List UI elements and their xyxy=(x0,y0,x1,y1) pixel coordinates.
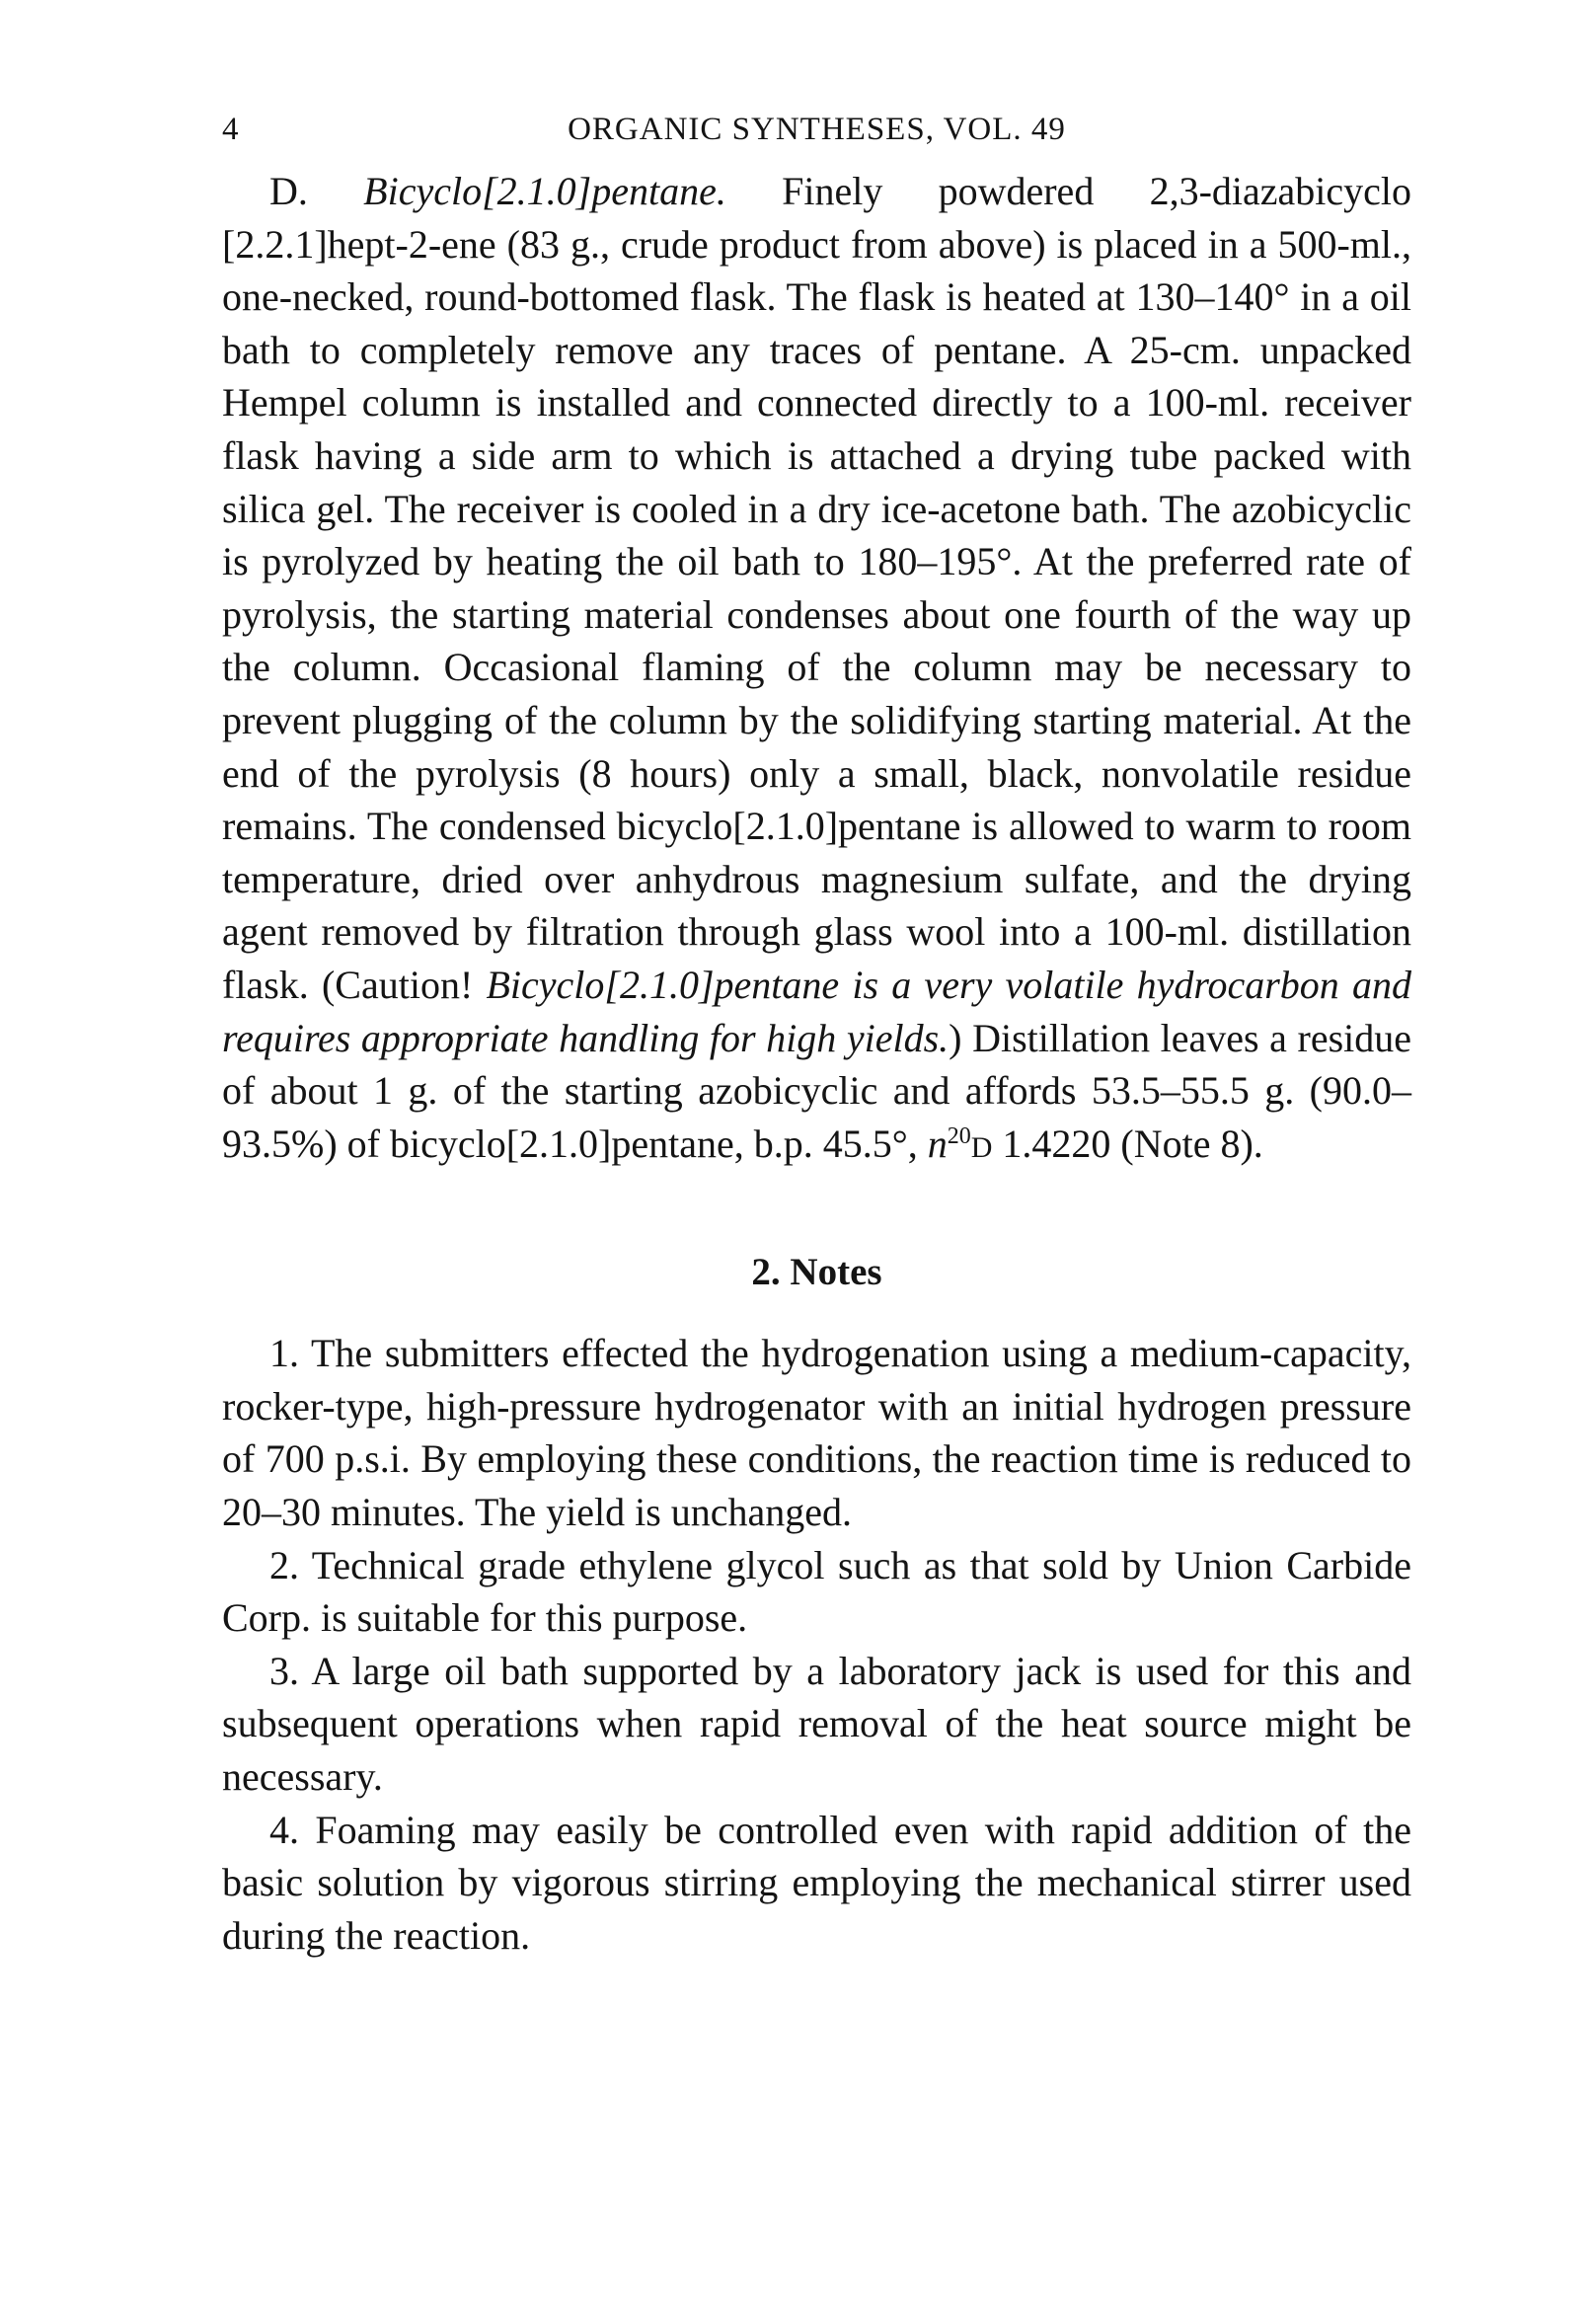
step-d-label: D. xyxy=(269,169,308,213)
step-d-paragraph xyxy=(222,165,1411,1174)
document-page xyxy=(222,104,1411,1962)
note-item-4: 4. Foaming may easily be controlled even with rapid addition of the basic solution by vigorous stirring employing the mechanical stirrer used during the reaction. xyxy=(222,1807,1411,1958)
journal-title: ORGANIC SYNTHESES, VOL. 49 xyxy=(568,112,1066,147)
caution-close: ) xyxy=(949,1015,962,1060)
note-item-3: 3. A large oil bath supported by a laboratory jack is used for this and subsequent operations when rapid removal of the heat source might be necessary. xyxy=(222,1648,1411,1800)
step-d-title: Bicyclo[2.1.0]pentane. xyxy=(363,169,726,213)
step-d-text-part1: Finely powdered 2,3-diazabicyclo [2.2.1]hept-2-ene (83 g., crude product from above) is placed in a 500-ml., one-necked, round-bottomed flask. The flask is heated at 130–140° in a oil bath to completely remove any traces of pentane. A 25-cm. unpacked Hempel column is installed and connected directly to a 100-ml. receiver flask having a side arm to which is attached a drying tube packed with silica gel. The receiver is cooled in a dry ice-acetone bath. The azobicyclic is pyrolyzed by heating the oil bath to 180–195°. At the preferred rate of pyrolysis, the starting material condenses about one fourth of the way up the column. Occasional flaming of the column may be necessary to prevent plugging of the column by the solidifying starting material. At the end of the pyrolysis (8 hours) only a small, black, nonvolatile residue remains. The condensed bicyclo[2.1.0]pentane is allowed to warm to room temperature, dried over anhydrous magnesium sulfate, and the drying agent removed by filtration through glass wool into a 100-ml. distillation flask. (Caution! xyxy=(222,169,1412,1007)
refractive-index-line: D xyxy=(970,1130,993,1164)
note-item-2: 2. Technical grade ethylene glycol such as that sold by Union Carbide Corp. is suitable for this purpose. xyxy=(222,1542,1411,1641)
page-number: 4 xyxy=(222,112,240,147)
running-head xyxy=(222,104,1411,153)
notes-section-title: 2. Notes xyxy=(751,1251,882,1294)
caution-note: Bicyclo[2.1.0]pentane is a very volatile hydrocarbon and requires appropriate handling for high yields. xyxy=(222,962,1411,1060)
note-item-1: 1. The submitters effected the hydrogenation using a medium-capacity, rocker-type, high-pressure hydrogenator with an initial hydrogen pressure of 700 p.s.i. By employing these conditions, the reaction time is reduced to 20–30 minutes. The yield is unchanged. xyxy=(222,1331,1411,1535)
step-d-text-part4: 1.4220 (Note 8). xyxy=(1002,1121,1263,1166)
step-d-text-part3: Distillation leaves a residue of about 1 g. of the starting azobicyclic and affords 53.5–55.5 g. (90.0–93.5%) of bicyclo[2.1.0]pentane, b.p. 45.5°, xyxy=(222,1015,1412,1166)
refractive-index-symbol: n xyxy=(927,1121,948,1166)
refractive-index-temperature: 20 xyxy=(947,1122,971,1149)
